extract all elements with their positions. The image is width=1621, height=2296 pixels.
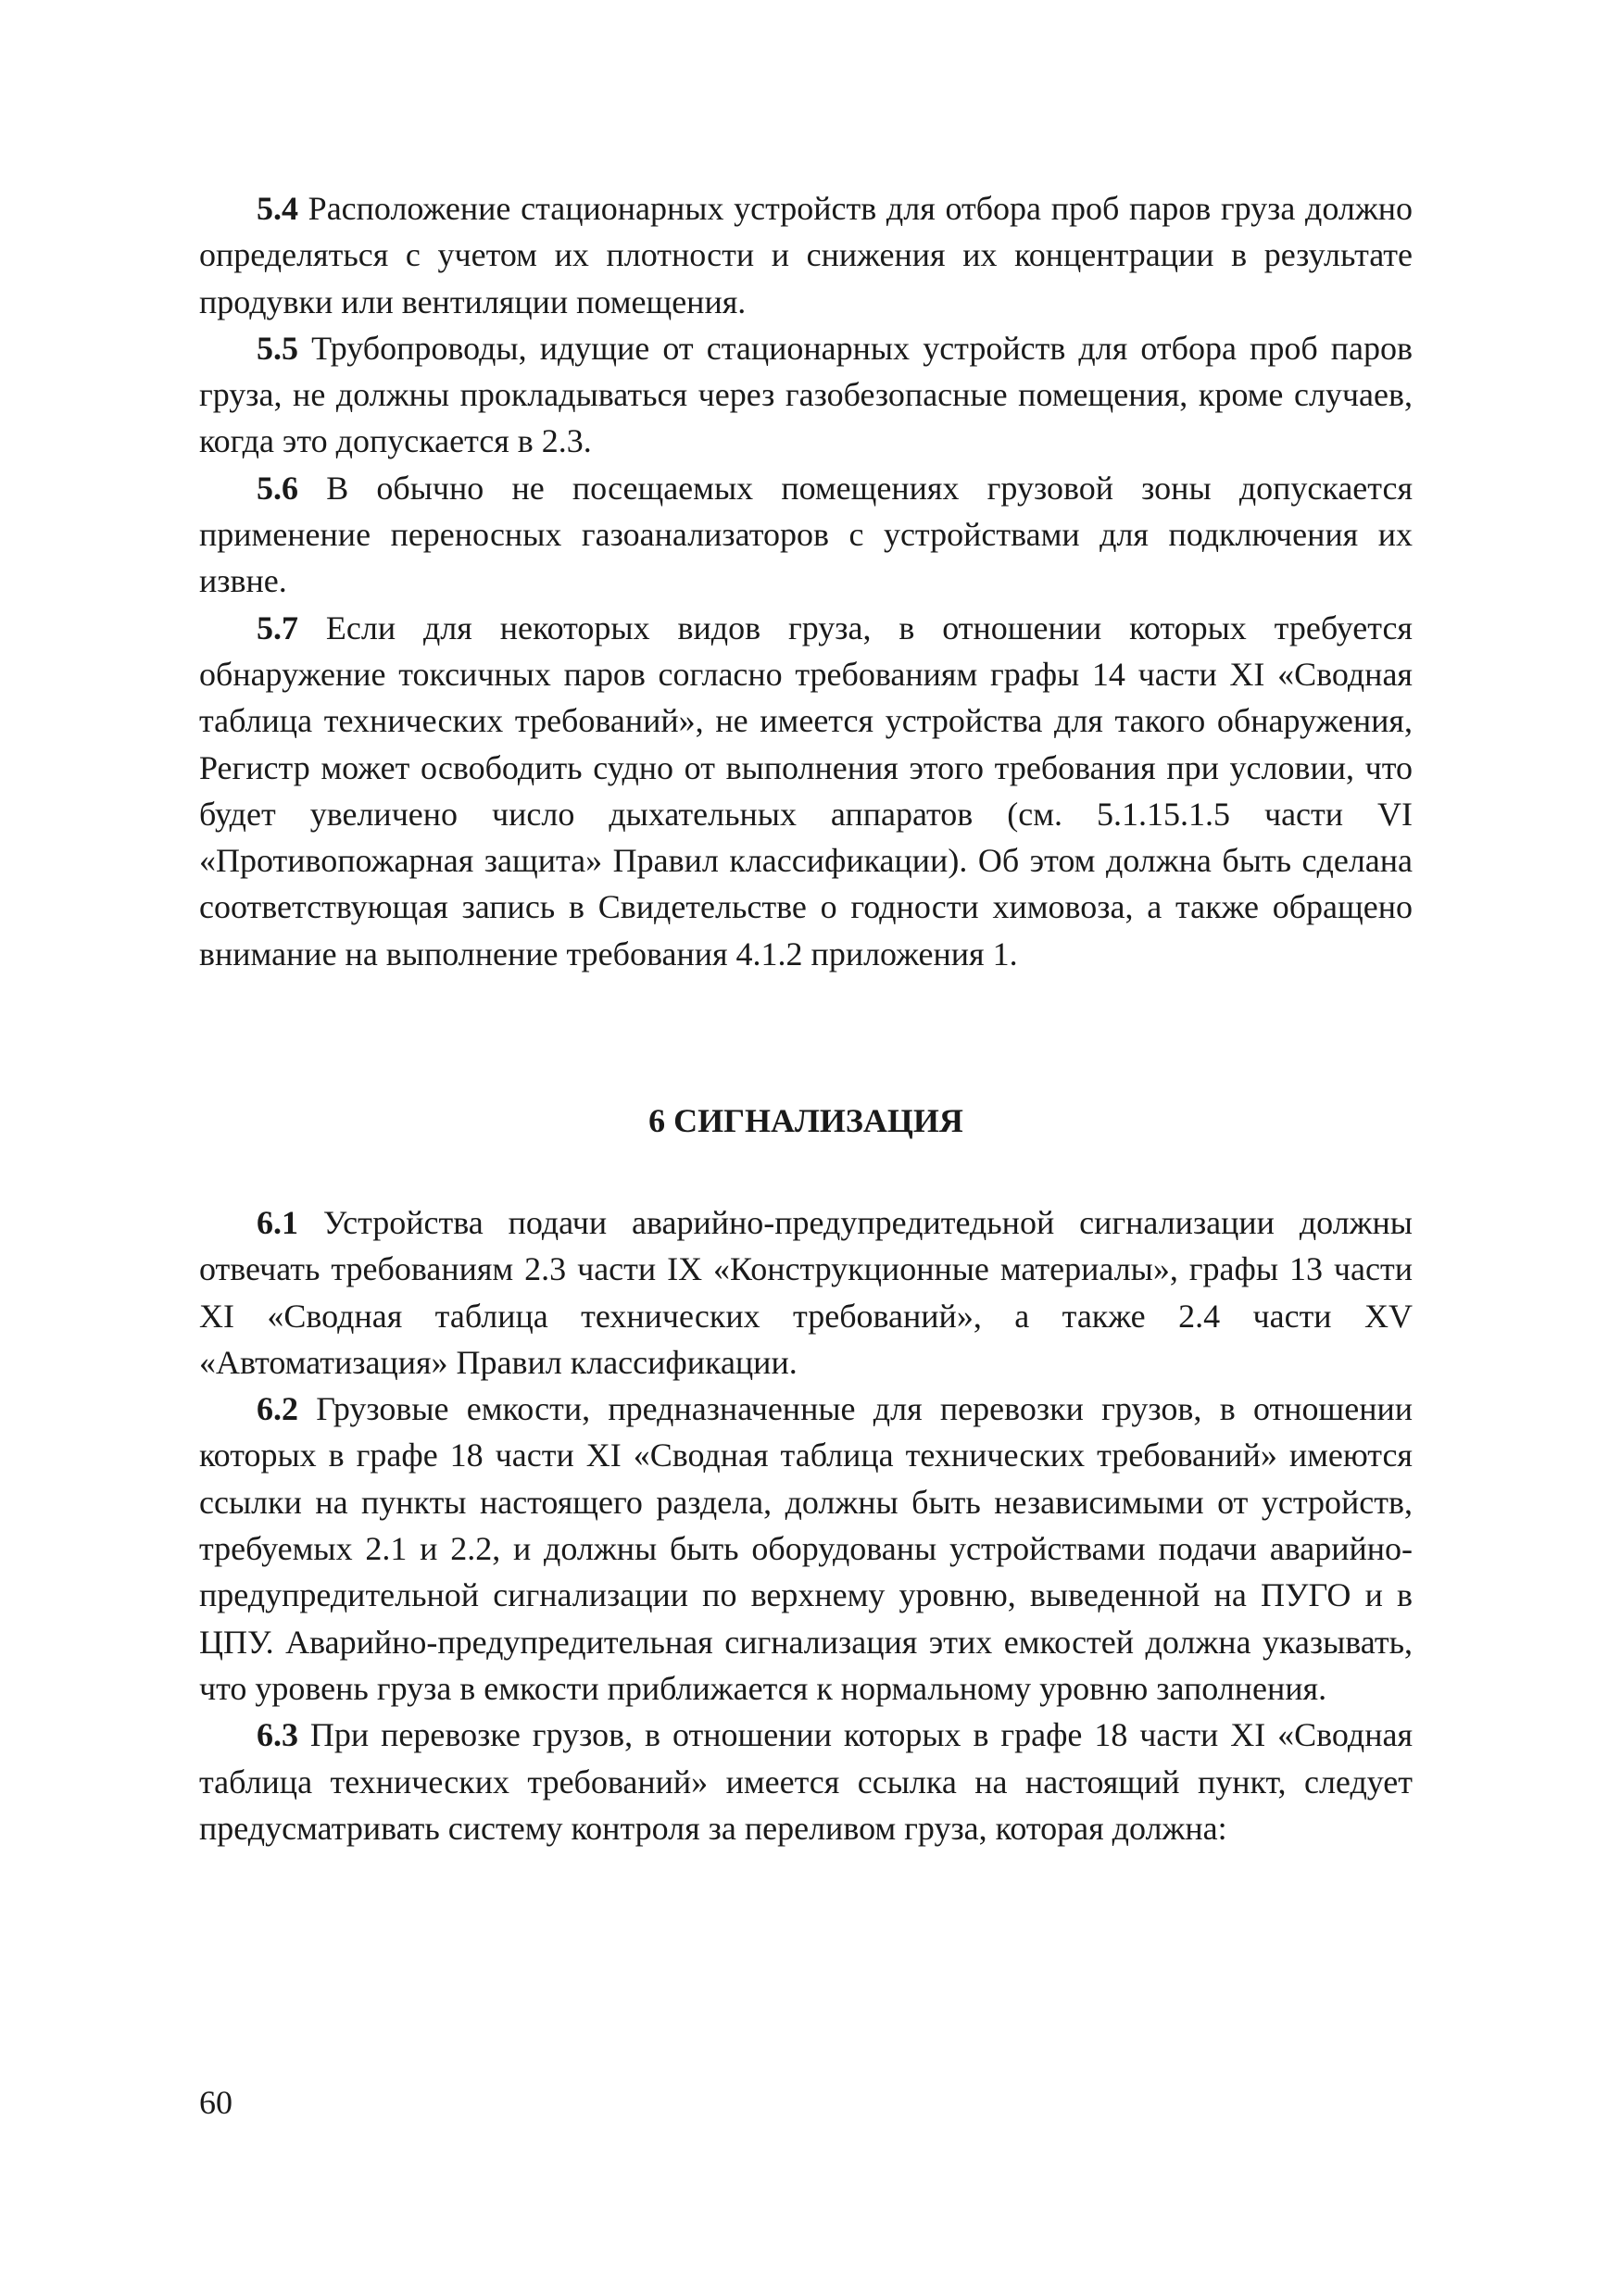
paragraph-6-1: [199, 1199, 1413, 1386]
paragraph-text: Грузовые емкости, предназначенные для перевозки грузов, в отношении которых в графе 18 части XI «Сводная таблица технических требований» имеются ссылки на пункты настоящего раздела, должны быть независимыми от устройств, требуемых 2.1 и 2.2, и должны быть оборудованы устройствами подачи аварийно-предупредительной сигнализации по верхнему уровню, выведенной на ПУГО и в ЦПУ. Аварийно-предупредительная сигнализация этих емкостей должна указывать, что уровень груза в емкости приближается к нормальному уровню заполнения.: [199, 1390, 1413, 1707]
paragraph-number: 5.6: [257, 469, 298, 507]
paragraph-5-6: [199, 465, 1413, 605]
paragraph-number: 6.2: [257, 1390, 298, 1428]
paragraph-text: Трубопроводы, идущие от стационарных устройств для отбора проб паров груза, не должны прокладываться через газобезопасные помещения, кроме случаев, когда это допускается в 2.3.: [199, 329, 1413, 460]
paragraph-number: 6.3: [257, 1716, 298, 1754]
paragraph-6-2: [199, 1386, 1413, 1712]
paragraph-5-7: [199, 605, 1413, 977]
section-6-heading: 6 СИГНАЛИЗАЦИЯ: [648, 1102, 963, 1139]
page-number: 60: [199, 2084, 232, 2121]
paragraph-text: При перевозке грузов, в отношении которых в графе 18 части XI «Сводная таблица технических требований» имеется ссылка на настоящий пункт, следует предусматривать систему контроля за переливом груза, которая должна:: [199, 1716, 1413, 1847]
paragraph-5-4: [199, 185, 1413, 325]
paragraph-text: Если для некоторых видов груза, в отношении которых требуется обнаружение токсичных паров согласно требованиям графы 14 части XI «Сводная таблица технических требований», не имеется устройства для такого обнаружения, Регистр может освободить судно от выполнения этого требования при условии, что будет увеличено число дыхательных аппаратов (см. 5.1.15.1.5 части VI «Противопожарная защита» Правил классификации). Об этом должна быть сделана соответствующая запись в Свидетельстве о годности химовоза, а также обращено внимание на выполнение требования 4.1.2 приложения 1.: [199, 609, 1413, 972]
paragraph-number: 5.4: [257, 190, 298, 227]
section-5-paragraphs: [199, 185, 1413, 977]
paragraph-text: В обычно не посещаемых помещениях грузовой зоны допускается применение переносных газоанализаторов с устройствами для подключения их извне.: [199, 469, 1413, 600]
section-6-paragraphs: [199, 1199, 1413, 1851]
paragraph-5-5: [199, 325, 1413, 465]
paragraph-text: Расположение стационарных устройств для отбора проб паров груза должно определяться с учетом их плотности и снижения их концентрации в результате продувки или вентиляции помещения.: [199, 190, 1413, 320]
paragraph-number: 5.7: [257, 609, 298, 646]
paragraph-6-3: [199, 1712, 1413, 1851]
paragraph-text: Устройства подачи аварийно-предупредитедьной сигнализации должны отвечать требованиям 2.3 части IX «Конструкционные материалы», графы 13 части XI «Сводная таблица технических требований», а также 2.4 части XV «Автоматизация» Правил классификации.: [199, 1204, 1413, 1381]
paragraph-number: 5.5: [257, 329, 298, 367]
paragraph-number: 6.1: [257, 1204, 298, 1241]
